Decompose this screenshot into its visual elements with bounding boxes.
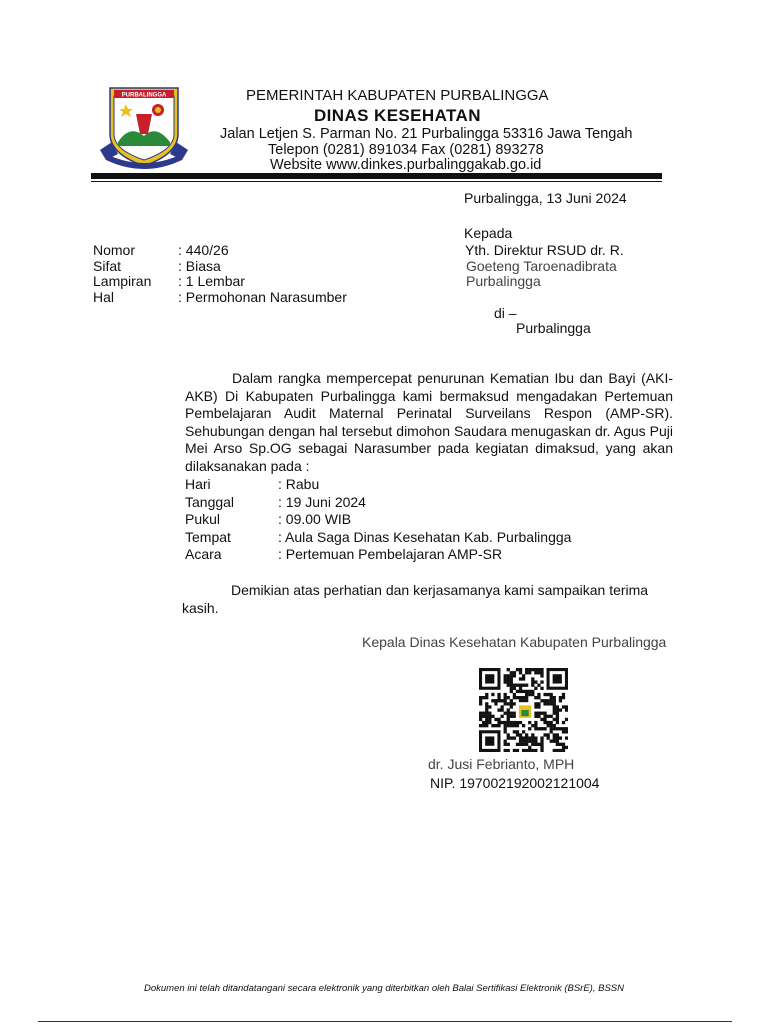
ref-label-hal: Hal [93,289,115,305]
ref-label-lampiran: Lampiran [93,273,152,289]
ref-value-lampiran: : 1 Lembar [178,273,245,289]
event-label-tanggal: Tanggal [185,494,235,510]
header-address: Jalan Letjen S. Parman No. 21 Purbalingga 53316 Jawa Tengah [220,126,633,142]
header-agency: DINAS KESEHATAN [314,106,481,125]
purbalingga-emblem-icon [96,84,192,170]
recipient-city: Purbalingga [516,320,591,336]
header-government: PEMERINTAH KABUPATEN PURBALINGGA [246,87,549,104]
header-website: Website www.dinkes.purbalinggakab.go.id [270,157,542,173]
qr-code-icon [479,668,568,752]
header-divider-thick [91,173,662,179]
ref-value-hal: : Permohonan Narasumber [178,289,347,305]
recipient-line-1: Yth. Direktur RSUD dr. R. [465,242,624,258]
signature-nip: NIP. 197002192002121004 [430,775,600,791]
recipient-line-2: Goeteng Taroenadibrata [466,258,617,274]
event-label-acara: Acara [185,546,222,562]
signature-title: Kepala Dinas Kesehatan Kabupaten Purbalingga [362,634,667,650]
place-date: Purbalingga, 13 Juni 2024 [464,190,627,206]
event-value-tempat: : Aula Saga Dinas Kesehatan Kab. Purbalingga [278,529,572,545]
ref-label-sifat: Sifat [93,258,122,274]
event-label-hari: Hari [185,476,211,492]
event-value-acara: : Pertemuan Pembelajaran AMP-SR [278,546,503,562]
signature-name: dr. Jusi Febrianto, MPH [428,756,575,772]
footer-esign-note: Dokumen ini telah ditandatangani secara elektronik yang diterbitkan oleh Balai Sertifikasi Elektronik (BSrE), BSSN [144,983,624,994]
letter-body: Dalam rangka mempercepat penurunan Kematian Ibu dan Bayi (AKI-AKB) Di Kabupaten Purbalingga kami bermaksud mengadakan Pertemuan Pembelajaran Audit Maternal Perinatal Surveilans Respon (AMP-SR). Sehubungan dengan hal tersebut dimohon Saudara menugaskan dr. Agus Puji Mei Arso Sp.OG sebagai Narasumber pada kegiatan dimaksud, yang akan dilaksanakan pada : [185,370,673,474]
event-label-tempat: Tempat [185,529,231,545]
event-value-hari: : Rabu [278,476,320,492]
letter-closing: Demikian atas perhatian dan kerjasamanya kami sampaikan terima kasih. [182,582,649,616]
header-divider-thin [91,181,662,182]
event-value-pukul: : 09.00 WIB [278,511,352,527]
ref-value-nomor: : 440/26 [178,242,229,258]
recipient-kepada: Kepada [464,225,513,241]
recipient-line-3: Purbalingga [466,273,541,289]
ref-label-nomor: Nomor [93,242,136,258]
header-phone: Telepon (0281) 891034 Fax (0281) 893278 [268,142,544,158]
event-value-tanggal: : 19 Juni 2024 [278,494,366,510]
footer-divider [38,1021,732,1022]
recipient-di: di – [494,305,517,321]
event-label-pukul: Pukul [185,511,221,527]
ref-value-sifat: : Biasa [178,258,221,274]
svg-text:PURBALINGGA: PURBALINGGA [121,92,167,99]
